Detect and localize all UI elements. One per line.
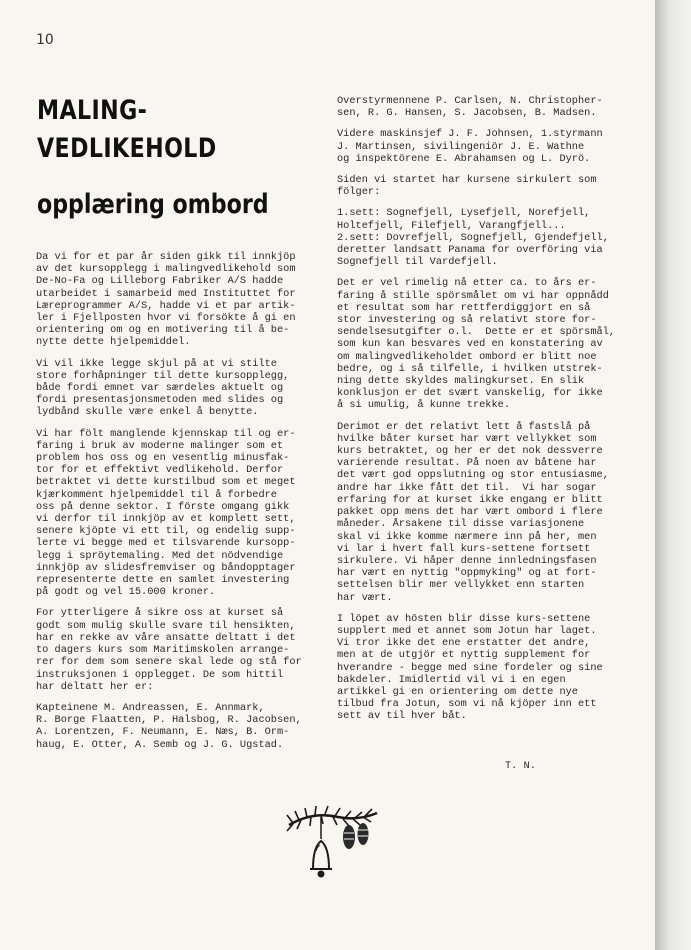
paragraph: Da vi for et par år siden gikk til innkjöp av det kursopplegg i malingvedlikehold som De-No-Fa og Lilleborg Fabriker A/S hadde utarbeidet i samarbeid med Instituttet for Læreprogrammer A/S, hadde vi et par artik- ler i Fjellposten hvor vi forsökte å gi en orientering om og en motivering til å be- nytte dette hjelpemiddel.	[36, 251, 296, 349]
paragraph: For ytterligere å sikre oss at kurset så godt som mulig skulle svare til hensikten, har en rekke av våre ansatte deltatt i det to dagers kurs som Maritimskolen arrange- rer for dem som senere skal lede og stå for instruksjonen i opplegget. De som hittil har deltatt her er:	[36, 607, 302, 693]
article-title-line-1: MALING-	[37, 95, 148, 126]
page-edge-shadow	[655, 0, 691, 950]
page-number: 10	[36, 32, 54, 48]
circulation-list: 1.sett: Sognefjell, Lysefjell, Norefjell, Holtefjell, Filefjell, Varangfjell... 2.sett: Dovrefjell, Sognefjell, Gjendefjell, deretter landsatt Panama for overföring via Sognefjell til Vardefjell.	[337, 207, 609, 269]
article-subtitle: opplæring ombord	[37, 189, 269, 220]
right-column	[337, 95, 637, 732]
paragraph: Vi har fölt manglende kjennskap til og er- faring i bruk av moderne malinger som et problem hos oss og en vesentlig minusfak- tor for et effektivt vedlikehold. Derfor betraktet vi dette kurstilbud som et meget kjærkomment hjelpemiddel til å forbedre oss på denne sektor. I förste omgang gikk vi derfor til innkjöp av et komplett sett, senere kjöpte vi ett til, og endelig supp- lerte vi begge med et tilsvarende kursopp- legg i spröytemaling. Med det nödvendige innkjöp av slidesfremviser og båndopptager representerte dette en samlet investering på godt og vel 15.000 kroner.	[36, 427, 296, 599]
paragraph: I löpet av hösten blir disse kurs-settene supplert med et annet som Jotun har laget. Vi tror ikke det ene erstatter det andre, men at de utgjör et nyttig supplement for hverandre - begge med sine fordeler og sine bakdeler. Imidlertid vil vi i en egen artikkel gi en orientering om dette nye tilbud fra Jotun, som vi nå kjöper inn ett sett av til hver båt.	[337, 612, 603, 723]
paragraph: Siden vi startet har kursene sirkulert som fölger:	[337, 174, 597, 199]
article-title	[37, 92, 217, 168]
article-title-line-2: VEDLIKEHOLD	[37, 133, 217, 164]
left-column	[36, 251, 326, 760]
participant-list: Videre maskinsjef J. F. Johnsen, 1.styrmann J. Martinsen, sivilingeniör J. E. Wathne og inspektörene E. Abrahamsen og L. Dyrö.	[337, 128, 603, 165]
participant-list: Kapteinene M. Andreassen, E. Annmark, R. Borge Flaatten, P. Halsbog, R. Jacobsen, A. Lorentzen, F. Neumann, E. Næs, B. Orm- haug, E. Otter, A. Semb og J. G. Ugstad.	[36, 701, 302, 751]
author-signature: T. N.	[505, 760, 536, 772]
paragraph: Derimot er det relativt lett å fastslå på hvilke båter kurset har vært vellykket som kurs betraktet, og her er det nok dessverre varierende resultat. På noen av båtene har det vært god oppslutning og stor entusiasme, andre har ikke fått det til. Vi har sogar erfaring for at kurset ikke engang er blitt pakket opp mens det har vært ombord i flere måneder. Årsakene til disse variasjonene skal vi ikke komme nærmere inn på her, men vi lar i hvert fall kurs-settene fortsett sirkulere. Vi håper denne innledningsfasen har vært en nyttig "oppmyking" og at fort- settelsen blir mer vellykket enn starten har vært.	[337, 420, 609, 604]
paragraph: Vi vil ikke legge skjul på at vi stilte store forhåpninger til dette kursopplegg, både fordi emnet var særdeles aktuelt og fordi presentasjonsmetoden med slides og lydbånd skulle være enkel å benytte.	[36, 357, 290, 419]
paragraph: Det er vel rimelig nå etter ca. to års er- faring å stille spörsmålet om vi har oppnådd et resultat som har rettferdiggjort en så stor investering og så relativt store for- sendelsesutgifter o.l. Dette er et spörsmål, som kun kan besvares ved en konstatering av om malingvedlikeholdet ombord er blitt noe bedre, og i så tilfelle, i hvilken utstrek- ning dette skyldes malingkurset. En slik konklusjon er det svært vanskelig, for ikke å si umulig, å kunne trekke.	[337, 277, 616, 412]
participant-list: Overstyrmennene P. Carlsen, N. Christopher- sen, R. G. Hansen, S. Jacobsen, B. Madsen.	[337, 95, 603, 120]
christmas-bell-icon	[283, 803, 383, 885]
